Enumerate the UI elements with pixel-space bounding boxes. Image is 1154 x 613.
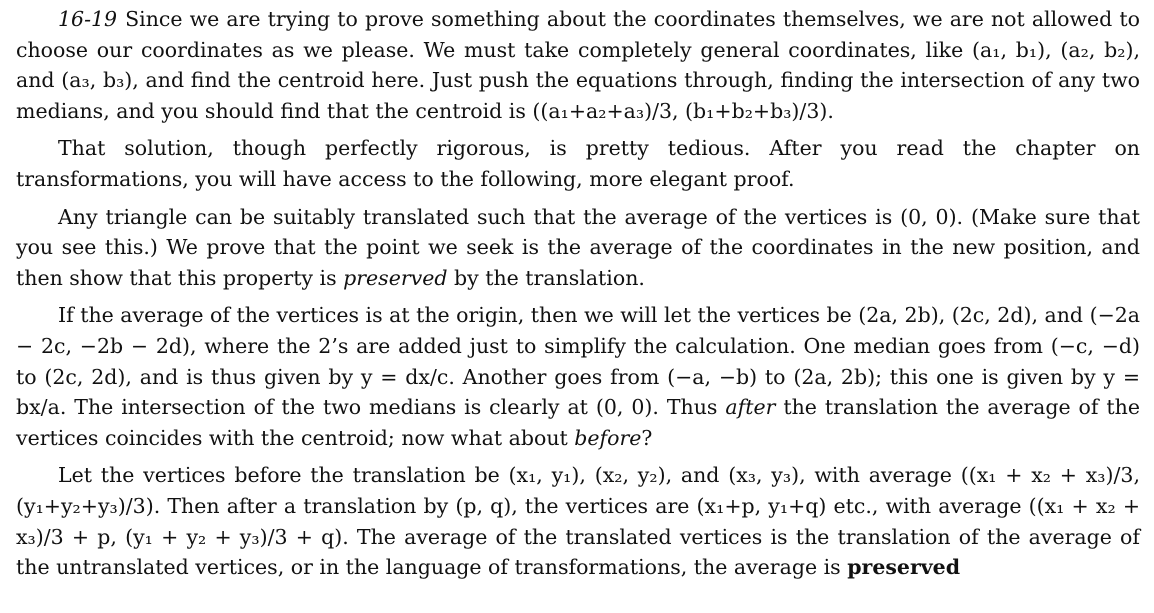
paragraph-5-bold: preserved xyxy=(847,555,961,580)
paragraph-3-text-a: Any triangle can be suitably translated such that the average of the vertices is (0, 0). (Make sure that you see this.) We prove that the point we seek is the average of the coordinates in the new position, and then show that this property is xyxy=(16,204,1140,290)
paragraph-2-text: That solution, though perfectly rigorous, is pretty tedious. After you read the chapter on transformations, you will have access to the following, more elegant proof. xyxy=(16,136,1140,191)
paragraph-4 xyxy=(16,300,1140,453)
paragraph-4-text-a: If the average of the vertices is at the origin, then we will let the vertices be (2a, 2b), (2c, 2d), and (−2a − 2c, −2b − 2d), where the 2’s are added just to simplify the calculation. One median goes from (−c, −d) to (2c, 2d), and is thus given by y = dx/c. Another goes from (−a, −b) to (2a, 2b); this one is given by y = bx/a. The intersection of the two medians is clearly at (0, 0). Thus xyxy=(16,303,1141,420)
paragraph-4-emphasis-before: before xyxy=(574,425,642,450)
paragraph-4-text-b: the translation the average of the vertices coincides with the centroid; now what about xyxy=(16,395,1141,450)
paragraph-5-text-a: Let the vertices before the translation be (x₁, y₁), (x₂, y₂), and (x₃, y₃), with average ((x₁ + x₂ + x₃)/3, (y₁+y₂+y₃)/3). Then after a translation by (p, q), the vertices are (x₁+p, y₁+q) etc., with average ((x₁ + x₂ + x₃)/3 + p, (y₁ + y₂ + y₃)/3 + q). The average of the translated vertices is the translation of the average of the untranslated vertices, or in the language of transformations, the average is xyxy=(16,463,1140,580)
paragraph-2 xyxy=(16,133,1140,194)
paragraph-3-text-b: by the translation. xyxy=(447,265,645,290)
paragraph-5 xyxy=(16,460,1140,582)
paragraph-4-emphasis-after: after xyxy=(725,395,776,420)
paragraph-3 xyxy=(16,202,1140,294)
paragraph-3-emphasis: preserved xyxy=(343,265,448,290)
paragraph-1 xyxy=(16,4,1140,126)
problem-number: 16-19 xyxy=(58,7,118,31)
paragraph-1-text: Since we are trying to prove something about the coordinates themselves, we are not allowed to choose our coordinates as we please. We must take completely general coordinates, like (a₁, b₁), (a₂, b₂), and (a₃, b₃), and find the centroid here. Just push the equations through, finding the intersection of any two medians, and you should find that the centroid is ((a₁+a₂+a₃)/3, (b₁+b₂+b₃)/3). xyxy=(16,7,1140,123)
paragraph-4-text-c: ? xyxy=(641,425,653,450)
